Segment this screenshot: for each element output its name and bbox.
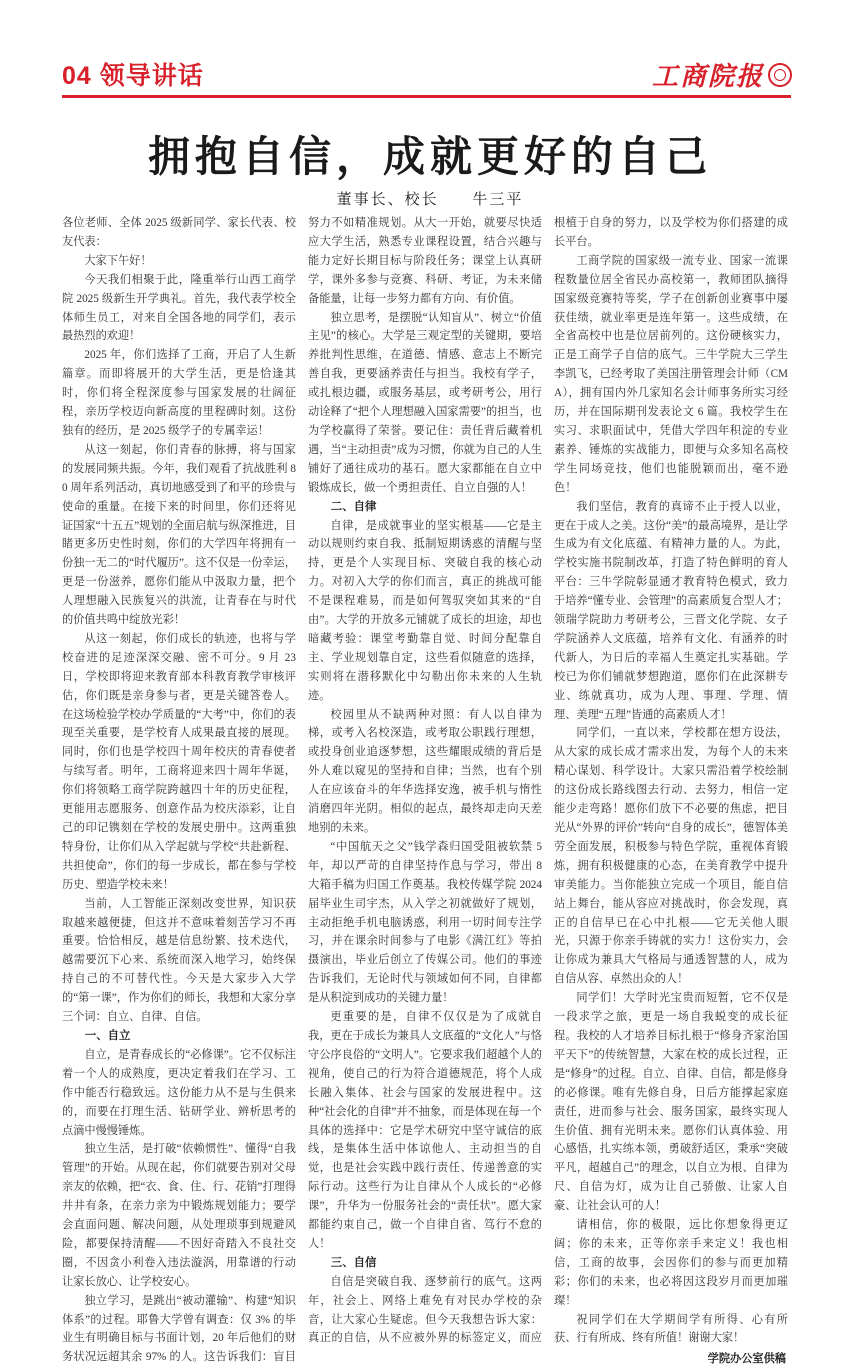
byline bbox=[0, 188, 860, 209]
paragraph: 校园里从不缺两种对照：有人以自律为梯，或考入名校深造，或考取公职践行理想，或投身创业追逐梦想，这些耀眼成绩的背后是外人难以窥见的坚持和自律；当然，也有个别人在应该奋斗的年华选择安逸，被手机与惰性消磨四年光阴。相似的起点，最终却走向天差地别的未来。 bbox=[308, 708, 542, 834]
paragraph: 2025 年，你们选择了工商，开启了人生新篇章。而即将展开的大学生活，更是恰逢其时，你们将全程深度参与国家发展的壮阔征程，亲历学校迈向新高度的里程碑时刻。这份独有的经历，是 2025 级学子的专属幸运！ bbox=[62, 349, 296, 437]
article-title: 拥抱自信，成就更好的自己 bbox=[147, 133, 712, 180]
section-label: 04 领导讲话 bbox=[62, 62, 204, 90]
paragraph: 祝同学们在大学期间学有所得、心有所获、行有所成、终有所值！谢谢大家！ bbox=[554, 1313, 788, 1345]
paragraph: 请相信，你的极限，远比你想象得更辽阔；你的未来，正等你亲手来定义！我也相信，工商的故事，会因你们的参与而更加精彩；你们的未来，也必将因这段岁月而更加璀璨！ bbox=[554, 1219, 788, 1307]
salutation: 各位老师、全体 2025 级新同学、家长代表、校友代表： bbox=[62, 217, 296, 248]
paragraph: 工商学院的国家级一流专业、国家一流课程数量位居全省民办高校第一，教师团队摘得国家级竞赛特等奖，学子在创新创业赛事中屡获佳绩，就业率更是连年第一。这些成绩，在全省高校中也是位居前列的。这份硬核实力，正是工商学子自信的底气。三牛学院大三学生李凯飞，已经考取了美国注册管理会计师（CMA），拥有国内外几家知名会计师事务所实习经历，并在国际期刊发表论文 6 篇。我校学生在实习、求职面试中，凭借大学四年积淀的专业素养、锤炼的实战能力，即便与众多知名高校学生同场竞技，他们也能脱颖而出，毫不逊色！ bbox=[554, 254, 788, 494]
section-heading: 三、自信 bbox=[330, 1256, 377, 1269]
masthead-logo bbox=[652, 56, 792, 93]
paragraph: 当前，人工智能正深刻改变世界，知识获取越来越便捷，但这并不意味着刻苦学习不再重要。恰恰相反，越是信息纷繁、技术迭代，越需要沉下心来、系统而深入地学习，始终保持自己的不可替代性。今天是大家步入大学的“第一课”，作为你们的师长，我想和大家分享三个词：自立、自律、自信。 bbox=[62, 897, 296, 1024]
paragraph: 更重要的是，自律不仅仅是为了成就自我，更在于成长为兼具人文底蕴的“文化人”与恪守公序良俗的“文明人”。它要求我们超越个人的视角，使自己的行为符合道德规范，将个人成长融入集体、社会与国家的发展进程中。这种“社会化的自律”并不抽象，而是体现在每一个具体的选择中：它是学术研究中坚守诚信的底线，是集体生活中体谅他人、主动担当的自觉，也是社会实践中践行责任、传递善意的实际行动。这些行为让自律从个人成长的“必修课”，升华为一份服务社会的“责任状”。愿大家都能约束自己，做一个自律自省、笃行不怠的人！ bbox=[308, 1011, 542, 1250]
paragraph: 自信是突破自我、逐梦前行的底气。这两年，社会上、网络上难免有对民办学校的杂音，让大家心生疑虑。但今天我想告诉大家：真正的自信，从不应被外界的标签定义，而应根植于自身的努力，以及学校为你们搭建的成长平台。 bbox=[308, 217, 788, 1345]
paragraph: 同学们！大学时光宝贵而短暂，它不仅是一段求学之旅，更是一场自我蜕变的成长征程。我校的人才培养目标扎根于“修身齐家治国平天下”的传统智慧，大家在校的成长过程，正是“修身”的过程。自立、自律、自信，都是修身的必修课。唯有先修自身，日后方能撑起家庭责任，进而参与社会、服务国家，最终实现人生价值、拥有光明未来。愿你们认真体验、用心感悟，扎实练本领，勇破舒适区，秉承“突破平凡，超越自己”的理念，以自立为根、自律为尺、自信为灯，成为让自己骄傲、让家人自豪、让社会认可的人！ bbox=[554, 992, 788, 1213]
paragraph: 从这一刻起，你们青春的脉搏，将与国家的发展同频共振。今年，我们观看了抗战胜利 80 周年系列活动，真切地感受到了和平的珍贵与使命的重量。在接下来的时间里，你们还将见证国家“十五五”规划的全面启航与纵深推进，目睹更多历史性时刻，你们的大学四年将拥有一份独一无二的“时代履历”。这不仅是一份幸运，更是一份滋养，愿你们能从中汲取力量，把个人理想融入民族复兴的洪流，让青春在与时代的价值共鸣中绽放光彩！ bbox=[62, 443, 296, 627]
paragraph: 我们坚信，教育的真谛不止于授人以业，更在于成人之美。这份“美”的最高境界，是让学生成为有文化底蕴、有精神力量的人。为此，学校实施书院制改革，打造了特色鲜明的育人平台：三牛学院彰显通才教育特色模式，致力于培养“懂专业、会管理”的高素质复合型人才；领瑞学院助力考研考公，三晋文化学院、女子学院涵养人文底蕴，培养有文化、有涵养的时代新人，为日后的幸福人生奠定扎实基础。学校已为你们铺就梦想跑道，愿你们在此深耕专业、练就真功，成为人理、事理、学理、情理、美理“五理”皆通的高素质人才！ bbox=[554, 500, 788, 721]
paragraph: 独立生活，是打破“依赖惯性”、懂得“自我管理”的开始。从现在起，你们就要告别对父母亲友的依赖，把“衣、食、住、行、花销”打理得井井有条，在亲力亲为中锻炼规划能力；要学会直面问题、解决问题，从处理琐事到规避风险，都要保持清醒——不因好奇踏入不良社交圈，不因贪小利卷入违法漩涡，用靠谱的行动让家长放心、让学校安心。 bbox=[62, 1143, 296, 1288]
author-name: 牛三平 bbox=[472, 192, 524, 208]
paragraph: 从这一刻起，你们成长的轨迹，也将与学校奋进的足迹深深交融、密不可分。9 月 23 日，学校即将迎来教育部本科教育教学审核评估，你们既是亲身参与者，更是关键答卷人。在这场检验学校办学质量的“大考”中，你们的表现至关重要，是学校育人成果最直接的展现。同时，你们也是学校四十周年校庆的青春使者与续写者。明年，工商将迎来四十周年华诞，你们将领略工商学院跨越四十年的历史征程，更能用志愿服务、创意作品为校庆添彩，让自己的印记镌刻在学校的发展史册中。这两重独特身份，让你们从入学起就与学校“共赴新程、共担使命”，你们的每一步成长，都在参与学校历史、塑造学校未来！ bbox=[62, 632, 296, 891]
byline-source: 学院办公室供稿 bbox=[707, 1353, 786, 1366]
author-title: 董事长、校长 bbox=[336, 192, 439, 208]
paragraph: 大家下午好！ bbox=[84, 254, 152, 267]
header-divider bbox=[62, 95, 791, 98]
masthead-title: 工商院报 bbox=[651, 62, 764, 91]
paragraph: 自律，是成就事业的坚实根基——它是主动以规则约束自我、抵制短期诱惑的清醒与坚持，更是个人实现目标、突破自我的核心动力。对初入大学的你们而言，真正的挑战可能不是课程难易，而是如何驾驭突如其来的“自由”。大学的开放多元铺就了成长的坦途，却也暗藏考验：课堂考勤靠自觉、时间分配靠自主、学业规划靠自定，这些看似随意的选择，实则将在潜移默化中勾勒出你未来的人生轨迹。 bbox=[308, 519, 542, 702]
section-heading: 一、自立 bbox=[84, 1029, 131, 1042]
paragraph: 同学们，一直以来，学校都在想方设法，从大家的成长成才需求出发，为每个人的未来精心谋划、科学设计。大家只需沿着学校绘制的这份成长路线图去行动、去努力，相信一定能少走弯路！愿你们放下不必要的焦虑，把目光从“外界的评价”转向“自身的成长”，德智体美劳全面发展，积极参与特色学院，重视体育锻炼，拥有积极健康的心态，在美育教学中提升审美能力。当你能独立完成一个项目，能自信站上舞台，能从容应对挑战时，你会发现，真正的自信早已在心中扎根——它无关他人眼光，只源于你亲手铸就的实力！这份实力，会让你成为兼具大气格局与通透智慧的人，成为自信从容、卓然出众的人！ bbox=[554, 727, 788, 986]
paragraph: 今天我们相聚于此，隆重举行山西工商学院 2025 级新生开学典礼。首先，我代表学校全体师生员工，对来自全国各地的同学们，表示最热烈的欢迎！ bbox=[62, 273, 296, 343]
paragraph: 独立思考，是摆脱“认知盲从”、树立“价值主见”的核心。大学是三观定型的关键期，要培养批判性思维，在道德、情感、意志上不断完善自我，更要涵养责任与担当。我校有学子，或扎根边疆，或服务基层，或考研考公，用行动诠释了“把个人理想融入国家需要”的担当，也为学校赢得了荣誉。要记住：责任背后藏着机遇，当“主动担责”成为习惯，你就为自己的人生铺好了通往成功的基石。愿大家都能在自立中锻炼成长，做一个勇担责任、自立自强的人！ bbox=[308, 311, 542, 494]
paragraph: “中国航天之父”钱学森归国受阻被软禁 5 年，却以严苛的自律坚持作息与学习，带出 8 大箱手稿为归国工作奠基。我校传媒学院 2024 届毕业生司宇杰，从入学之初就做好了规划，主动拒绝手机电脑诱惑，利用一切时间专注学习，并在课余时间参与了电影《满江红》等拍摄演出，毕业后创立了传媒公司。他们的事迹告诉我们，无论时代与领域如何不同，自律都是从积淀到成功的关键力量！ bbox=[308, 840, 542, 1005]
paragraph: 独立学习，是跳出“被动灌输”、构建“知识体系”的过程。耶鲁大学曾有调查：仅 3% 的毕业生有明确目标与书面计划，20 年后他们的财务状况远超其余 97% 的人。这告诉我们：盲目努力不如精准规划。从大一开始，就要尽快适应大学生活，熟悉专业课程设置，结合兴趣与能力定好长期目标与阶段任务；课堂上认真研学，课外多参与竞赛、科研、考证，为未来储备能量，让每一步努力都有方向、有价值。 bbox=[62, 217, 542, 1364]
section-heading: 二、自律 bbox=[330, 500, 377, 513]
school-seal-icon bbox=[768, 63, 792, 87]
paragraph: 自立，是青春成长的“必修课”。它不仅标注着一个人的成熟度，更决定着我们在学习、工作中能否行稳致远。这份能力从不是与生俱来的，而要在打理生活、钻研学业、辨析思考的点滴中慢慢锤炼。 bbox=[62, 1048, 296, 1137]
article-body bbox=[62, 214, 788, 1369]
